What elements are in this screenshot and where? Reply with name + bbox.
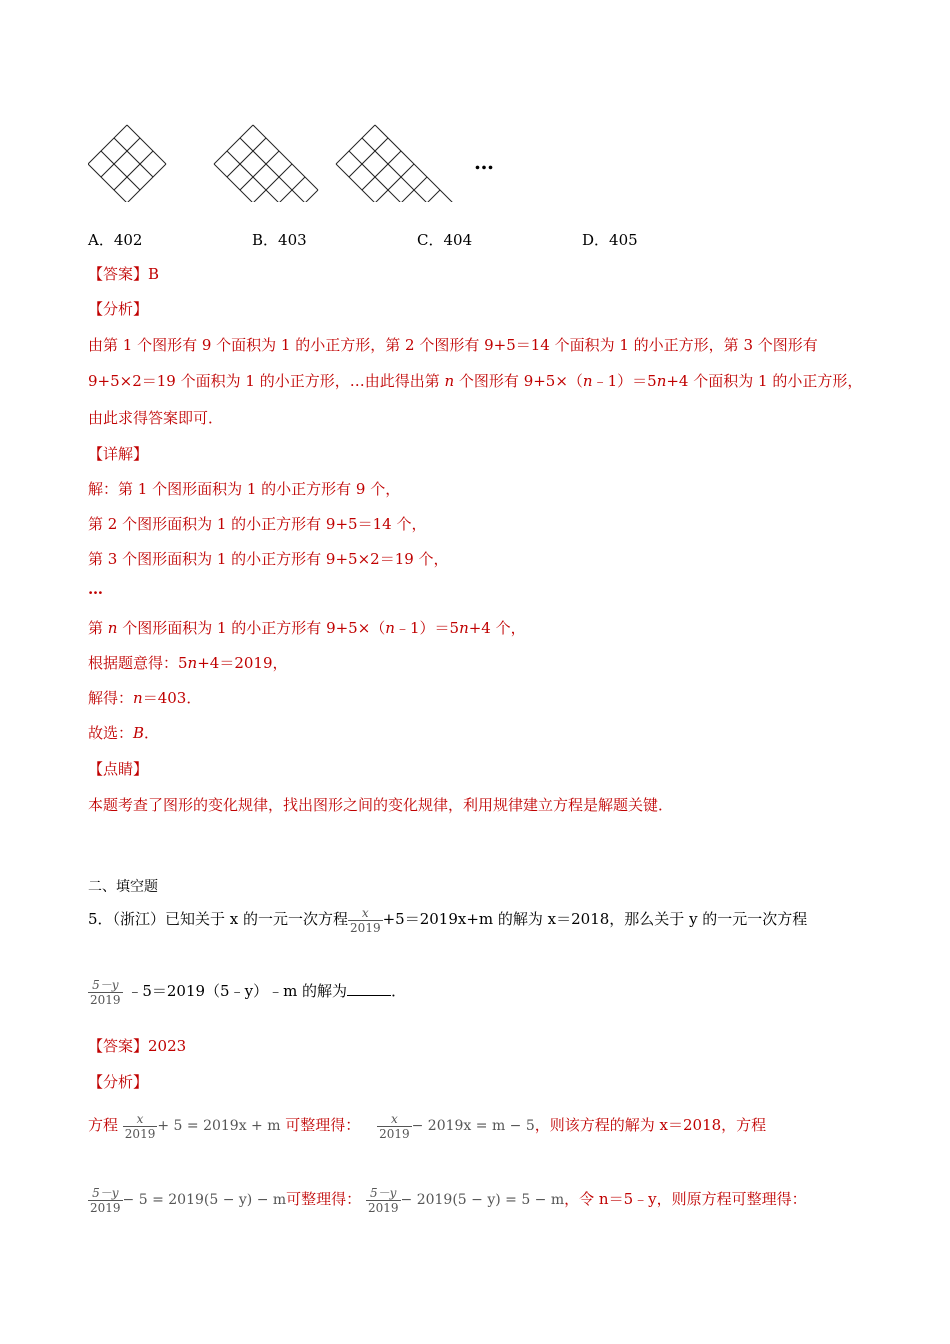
var-n: n <box>107 619 118 637</box>
detail-text: 个图形面积为 1 的小正方形有 9+5×（ <box>117 619 386 637</box>
var-n: n <box>459 619 469 637</box>
q5-text: +5＝2019x+m 的解为 x＝2018，那么关于 y 的一元一次方程 <box>382 910 808 928</box>
detail-line-3: 第 3 个图形面积为 1 的小正方形有 9+5×2＝19 个， <box>88 550 449 568</box>
detail-text: ﹣1）＝5 <box>394 619 460 637</box>
fraction-denominator: 2019 <box>124 1126 156 1141</box>
var-n: n <box>582 372 593 390</box>
choice-c: C．404 <box>417 231 473 249</box>
answer-value: B <box>148 265 160 283</box>
q5-line-1 <box>88 902 807 936</box>
choice-a: A．402 <box>88 231 143 249</box>
fraction-numerator: 5－y <box>370 1185 397 1200</box>
var-n: n <box>187 654 198 672</box>
section-title: 二、填空题 <box>88 879 158 895</box>
answer-tag: 【答案】 <box>88 265 149 283</box>
var-n: n <box>656 372 667 390</box>
q5-answer-line <box>88 1035 186 1056</box>
analysis-line-1: 由第 1 个图形有 9 个面积为 1 的小正方形，第 2 个图形有 9+5＝14 个面积为 1 的小正方形，第 3 个图形有 <box>88 336 818 354</box>
detail-text: 故选： <box>88 724 134 742</box>
detail-text: +4 个， <box>468 619 526 637</box>
detail-line-8 <box>88 722 159 743</box>
var-n: n <box>385 619 395 637</box>
q5-text: 5．（浙江）已知关于 x 的一元一次方程 <box>88 910 349 928</box>
comment-text: 本题考查了图形的变化规律，找出图形之间的变化规律，利用规律建立方程是解题关键． <box>88 796 674 814</box>
analysis-text: 方程 <box>88 1116 119 1134</box>
detail-text: 根据题意得：5 <box>88 654 188 672</box>
fraction-denominator: 2019 <box>379 1126 410 1141</box>
analysis-text: ，则该方程的解为 x＝2018，方程 <box>534 1116 767 1134</box>
fraction-denominator: 2019 <box>350 920 381 935</box>
analysis-text: 9+5×2＝19 个面积为 1 的小正方形，…由此得出第 <box>88 372 445 390</box>
equation: − 2019x = m − 5 <box>411 1118 535 1134</box>
detail-line-4: … <box>88 580 103 598</box>
q5-text: ﹣5＝2019（5﹣y）﹣m 的解为 <box>127 982 348 1000</box>
analysis-line-2 <box>88 370 862 391</box>
lattice-figures <box>88 122 508 206</box>
answer-line <box>88 263 159 284</box>
detail-text: +4＝2019， <box>197 654 288 672</box>
equation: − 2019(5 − y) = 5 − m <box>400 1192 565 1208</box>
fraction-numerator: x <box>390 1111 398 1126</box>
fraction-5-y-over-2019 <box>88 978 123 1007</box>
q5-text: ． <box>391 982 407 1000</box>
analysis-text: 可整理得： <box>286 1190 362 1208</box>
detail-line-5 <box>88 617 526 638</box>
analysis-text: 个图形有 9+5×（ <box>454 372 583 390</box>
analysis-line-3: 由此求得答案即可． <box>88 409 224 427</box>
q5-analysis-line-2 <box>88 1180 807 1219</box>
equation: + 5 = 2019x + m <box>157 1118 281 1134</box>
equation: − 5 = 2019(5 − y) − m <box>122 1192 287 1208</box>
detail-line-2: 第 2 个图形面积为 1 的小正方形有 9+5＝14 个， <box>88 515 427 533</box>
fraction-numerator: x <box>136 1111 144 1126</box>
fraction-5-y-over-2019 <box>366 1186 401 1215</box>
choice-d: D．405 <box>582 231 638 249</box>
answer-blank[interactable] <box>347 981 391 996</box>
analysis-text: 可整理得： <box>285 1116 361 1134</box>
fraction-5-y-over-2019 <box>88 1186 123 1215</box>
detail-text: 解得： <box>88 689 134 707</box>
detail-text: ＝403． <box>142 689 202 707</box>
fraction-x-over-2019 <box>348 906 383 935</box>
analysis-text: ﹣1）＝5 <box>592 372 657 390</box>
detail-line-6 <box>88 652 288 673</box>
fraction-numerator: x <box>361 905 369 920</box>
detail-text: ． <box>144 724 160 742</box>
analysis-text: +4 个面积为 1 的小正方形， <box>666 372 863 390</box>
detail-tag: 【详解】 <box>88 445 149 463</box>
fraction-numerator: 5－y <box>92 977 119 992</box>
q5-line-2 <box>88 974 406 1008</box>
q5-analysis-line-1 <box>88 1106 766 1145</box>
detail-line-1: 解：第 1 个图形面积为 1 的小正方形有 9 个， <box>88 480 401 498</box>
fraction-denominator: 2019 <box>90 992 121 1007</box>
analysis-tag: 【分析】 <box>88 300 149 318</box>
var-n: n <box>133 689 143 707</box>
fraction-x-over-2019 <box>377 1112 412 1141</box>
q5-analysis-tag: 【分析】 <box>88 1073 149 1091</box>
var-n: n <box>444 372 455 390</box>
answer-value: 2023 <box>148 1037 187 1055</box>
figure-sequence <box>88 122 508 202</box>
fraction-x-over-2019 <box>123 1112 158 1141</box>
fraction-denominator: 2019 <box>90 1200 121 1215</box>
detail-text: 第 <box>88 619 108 637</box>
detail-line-7 <box>88 687 201 708</box>
figure-ellipsis: … <box>474 150 494 174</box>
comment-tag: 【点睛】 <box>88 760 149 778</box>
choice-b: B．403 <box>252 231 307 249</box>
analysis-text: ，令 n＝5﹣y，则原方程可整理得： <box>564 1190 807 1208</box>
fraction-numerator: 5－y <box>92 1185 119 1200</box>
answer-tag: 【答案】 <box>88 1037 149 1055</box>
selected-option: B <box>133 724 145 742</box>
fraction-denominator: 2019 <box>367 1200 399 1215</box>
